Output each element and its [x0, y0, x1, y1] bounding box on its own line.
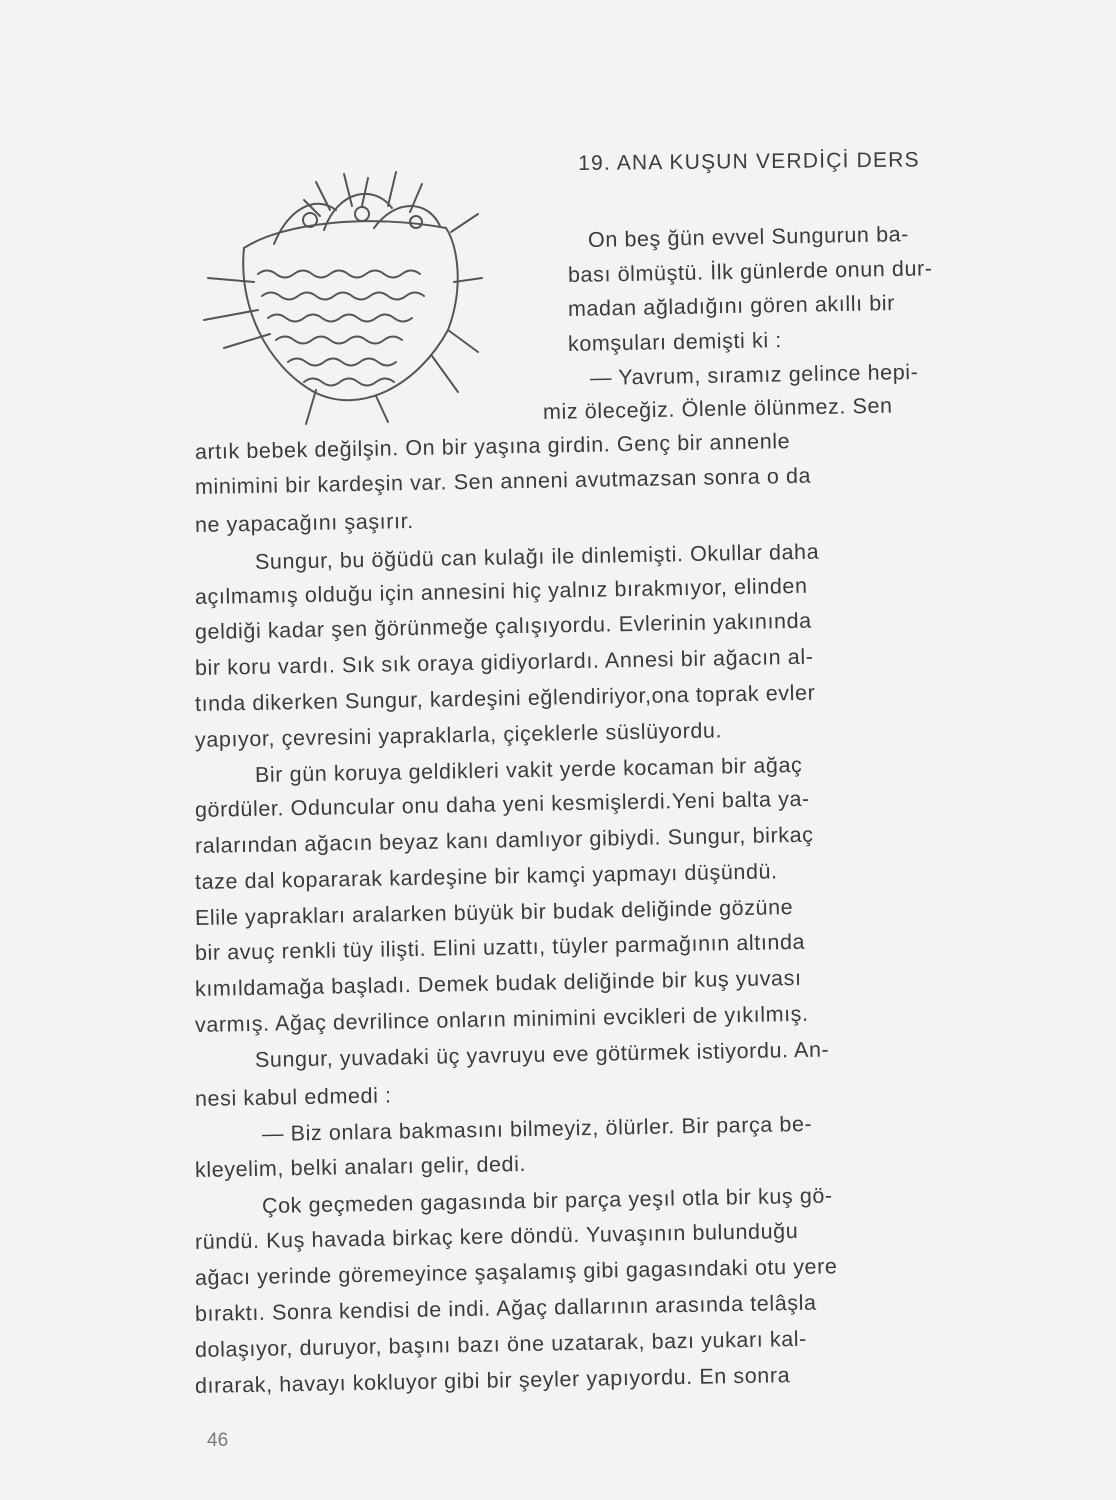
text-line: kımıldamağa başladı. Demek budak deliğinde bir kuş yuvası: [194, 965, 802, 1001]
text-line: geldiği kadar şen ğörünmeğe çalışıyordu. Evlerinin yakınında: [194, 608, 812, 644]
text-line: bir koru vardı. Sık sık oraya gidiyorlardı. Annesi bir ağacın al-: [194, 644, 814, 680]
text-line: minimini bir kardeşin var. Sen anneni avutmazsan sonra o da: [194, 463, 812, 499]
text-line: bir avuç renkli tüy ilişti. Elini uzattı, tüyler parmağının altında: [194, 929, 806, 965]
text-line: miz öleceğiz. Ölenle ölünmez. Sen: [542, 393, 893, 424]
text-line: madan ağladığını gören akıllı bir: [567, 291, 896, 321]
text-line: kleyelim, belki anaları gelir, dedi.: [194, 1151, 527, 1182]
text-line: tında dikerken Sungur, kardeşini eğlendiriyor,ona toprak evler: [194, 680, 816, 716]
text-line: artık bebek değilşin. On bir yaşına girdin. Genç bir annenle: [194, 429, 791, 464]
text-line: komşuları demişti ki :: [567, 328, 783, 356]
text-line: dolaşıyor, duruyor, başını bazı öne uzatarak, bazı yukarı kal-: [194, 1326, 808, 1362]
text-line: bıraktı. Sonra kendisi de indi. Ağaç dallarının arasında telâşla: [194, 1290, 817, 1326]
text-line: nesi kabul edmedi :: [194, 1083, 392, 1111]
text-line: Sungur, bu öğüdü can kulağı ile dinlemişti. Okullar daha: [254, 539, 820, 574]
text-line: ralarından ağacın beyaz kanı damlıyor gibiydi. Sungur, birkaç: [194, 822, 814, 858]
page-number: 46: [207, 1430, 229, 1451]
text-line: On beş ğün evvel Sungurun ba-: [587, 222, 910, 252]
text-line: taze dal kopararak kardeşine bir kamçi yapmayı düşündü.: [194, 859, 778, 894]
text-line: yapıyor, çevresini yapraklarla, çiçeklerle süslüyordu.: [194, 718, 723, 752]
text-line: ağacı yerinde göremeyince şaşalamış gibi gagasındaki otu yere: [194, 1254, 838, 1290]
text-line: — Biz onlara bakmasını bilmeyiz, ölürler. Bir parça be-: [261, 1111, 813, 1146]
text-line: Çok geçmeden gagasında bir parça yeşıl otla bir kuş gö-: [261, 1183, 833, 1218]
text-line: ründü. Kuş havada birkaç kere döndü. Yuvaşının bulunduğu: [194, 1218, 799, 1254]
text-line: varmış. Ağaç devrilince onların minimini evcikleri de yıkılmış.: [194, 1001, 809, 1037]
chapter-title: 19. ANA KUŞUN VERDİÇİ DERS: [578, 148, 920, 175]
bird-nest-illustration: [196, 170, 486, 430]
text-line: Elile yaprakları aralarken büyük bir budak deliğinde gözüne: [194, 895, 794, 930]
text-line: bası ölmüştü. İlk günlerde onun dur-: [567, 256, 933, 287]
text-line: Sungur, yuvadaki üç yavruyu eve götürmek istiyordu. An-: [254, 1037, 830, 1072]
text-line: dırarak, havayı kokluyor gibi bir şeyler yapıyordu. En sonra: [194, 1363, 791, 1398]
text-line: açılmamış olduğu için annesini hiç yalnız bırakmıyor, elinden: [194, 573, 808, 609]
text-line: gördüler. Oduncular onu daha yeni kesmişlerdi.Yeni balta ya-: [194, 786, 810, 822]
text-line: ne yapacağını şaşırır.: [194, 508, 414, 537]
text-line: — Yavrum, sıramız gelince hepi-: [589, 359, 919, 390]
text-line: Bir gün koruya geldikleri vakit yerde kocaman bir ağaç: [254, 752, 803, 787]
